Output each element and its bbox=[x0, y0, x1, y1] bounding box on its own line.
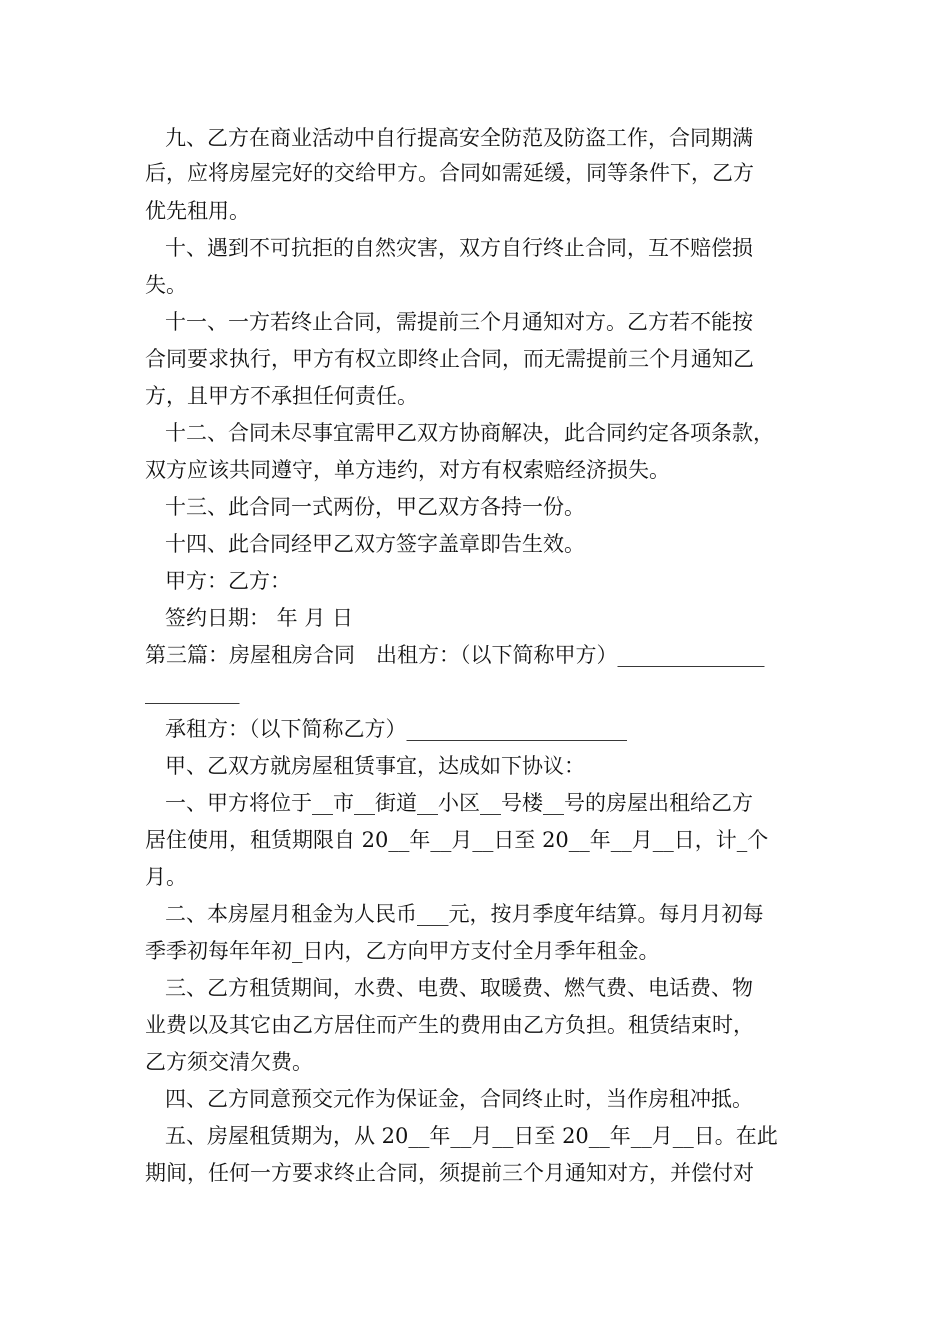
text-line: 二、本房屋月租金为人民币___元，按月季度年结算。每月月初每 bbox=[165, 902, 764, 926]
text-line: 月。 bbox=[145, 865, 187, 889]
text-line: 承租方：（以下简称乙方）_____________________ bbox=[165, 717, 627, 741]
text-line: 双方应该共同遵守，单方违约，对方有权索赔经济损失。 bbox=[145, 458, 670, 482]
text-line: 十一、一方若终止合同，需提前三个月通知对方。乙方若不能按 bbox=[165, 310, 753, 334]
text-line: 四、乙方同意预交元作为保证金，合同终止时，当作房租冲抵。 bbox=[165, 1087, 753, 1111]
text-line: 乙方须交清欠费。 bbox=[145, 1050, 313, 1074]
text-line: 优先租用。 bbox=[145, 199, 250, 223]
text-line: 甲方：乙方： bbox=[165, 569, 291, 593]
text-line: 三、乙方租赁期间，水费、电费、取暖费、燃气费、电话费、物 bbox=[165, 976, 753, 1000]
text-line: 业费以及其它由乙方居住而产生的费用由乙方负担。租赁结束时， bbox=[145, 1013, 754, 1037]
text-line: _________ bbox=[145, 680, 240, 704]
text-line: 一、甲方将位于__市__街道__小区__号楼__号的房屋出租给乙方 bbox=[165, 791, 753, 815]
text-line: 合同要求执行，甲方有权立即终止合同，而无需提前三个月通知乙 bbox=[145, 347, 754, 371]
text-line: 后，应将房屋完好的交给甲方。合同如需延缓，同等条件下，乙方 bbox=[145, 161, 754, 185]
text-line: 方，且甲方不承担任何责任。 bbox=[145, 384, 418, 408]
text-line: 签约日期： 年 月 日 bbox=[165, 606, 354, 630]
text-line: 五、房屋租赁期为，从 20__年__月__日至 20__年__月__日。在此 bbox=[165, 1124, 778, 1148]
text-line: 期间，任何一方要求终止合同，须提前三个月通知对方，并偿付对 bbox=[145, 1161, 754, 1185]
text-line: 失。 bbox=[145, 273, 187, 297]
text-line: 季季初每年年初_日内，乙方向甲方支付全月季年租金。 bbox=[145, 939, 660, 963]
text-line: 甲、乙双方就房屋租赁事宜，达成如下协议： bbox=[165, 754, 585, 778]
text-line: 九、乙方在商业活动中自行提高安全防范及防盗工作，合同期满 bbox=[165, 126, 753, 150]
text-line: 十三、此合同一式两份，甲乙双方各持一份。 bbox=[165, 495, 585, 519]
text-line: 十二、合同未尽事宜需甲乙双方协商解决，此合同约定各项条款， bbox=[165, 421, 774, 445]
text-line: 居住使用，租赁期限自 20__年__月__日至 20__年__月__日，计_个 bbox=[145, 828, 769, 852]
text-line: 十、遇到不可抗拒的自然灾害，双方自行终止合同，互不赔偿损 bbox=[165, 236, 753, 260]
section-heading: 第三篇：房屋租房合同 出租方：（以下简称甲方）______________ bbox=[145, 643, 765, 667]
text-line: 十四、此合同经甲乙双方签字盖章即告生效。 bbox=[165, 532, 585, 556]
